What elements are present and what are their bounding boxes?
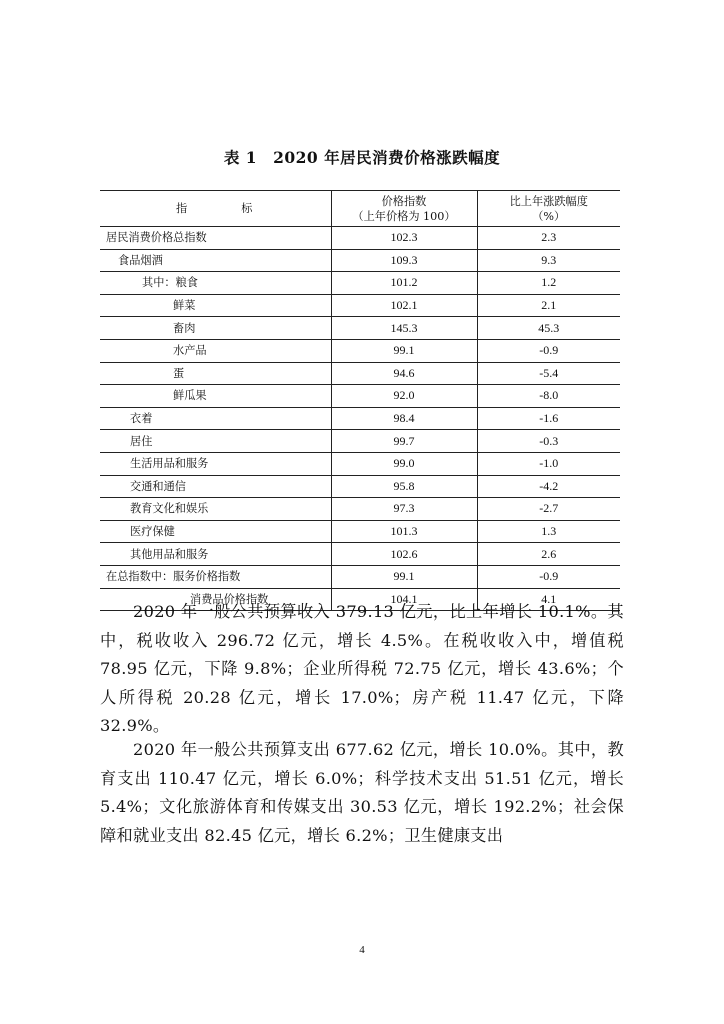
- row-change: -0.9: [477, 339, 620, 362]
- row-change: -8.0: [477, 385, 620, 408]
- row-change: -2.7: [477, 498, 620, 521]
- table-row: [100, 385, 620, 408]
- row-index: 99.0: [331, 452, 477, 475]
- row-change: 2.6: [477, 543, 620, 566]
- row-change: 1.3: [477, 520, 620, 543]
- row-index: 101.3: [331, 520, 477, 543]
- row-index: 102.1: [331, 294, 477, 317]
- table-title: 表 1 2020 年居民消费价格涨跌幅度: [223, 148, 501, 167]
- row-index: 145.3: [331, 317, 477, 340]
- row-label: 医疗保健: [100, 520, 331, 543]
- table-row: [100, 362, 620, 385]
- row-label: 居民消费价格总指数: [100, 227, 331, 250]
- header-change: [477, 191, 620, 227]
- row-label: 畜肉: [100, 317, 331, 340]
- row-change: -1.0: [477, 452, 620, 475]
- row-label: 食品烟酒: [100, 249, 331, 272]
- paragraph-expenditure-text: 2020 年一般公共预算支出 677.62 亿元，增长 10.0%。其中，教育支出 110.47 亿元，增长 6.0%；科学技术支出 51.51 亿元，增长 5.4%；文化旅游体育和传媒支出 30.53 亿元，增长 192.2%；社会保障和就业支出 82.45 亿元，增长 6.2%；卫生健康支出: [100, 740, 624, 845]
- row-index: 99.1: [331, 565, 477, 588]
- row-label: 交通和通信: [100, 475, 331, 498]
- row-change: -0.9: [477, 565, 620, 588]
- table-row: [100, 339, 620, 362]
- paragraph-revenue-text: 2020 年一般公共预算收入 379.13 亿元，比上年增长 10.1%。其中，税收收入 296.72 亿元，增长 4.5%。在税收收入中，增值税 78.95 亿元，下降 9.8%；企业所得税 72.75 亿元，增长 43.6%；个人所得税 20.28 亿元，增长 17.0%；房产税 11.47 亿元，下降 32.9%。: [100, 602, 624, 735]
- table-row: [100, 452, 620, 475]
- header-indicator-right: 标: [241, 202, 255, 215]
- row-label: 消费品价格指数: [100, 588, 331, 611]
- row-index: 102.3: [331, 227, 477, 250]
- header-change-label: 比上年涨跌幅度: [509, 194, 588, 208]
- table-row: [100, 475, 620, 498]
- table-row: [100, 498, 620, 521]
- header-indicator-left: 指: [176, 202, 190, 215]
- row-change: -5.4: [477, 362, 620, 385]
- paragraph-revenue: [100, 598, 624, 741]
- row-index: 104.1: [331, 588, 477, 611]
- table-row: [100, 543, 620, 566]
- row-index: 109.3: [331, 249, 477, 272]
- row-index: 92.0: [331, 385, 477, 408]
- row-index: 102.6: [331, 543, 477, 566]
- header-price-index-label: 价格指数: [381, 194, 427, 208]
- row-change: -1.6: [477, 407, 620, 430]
- table-row: [100, 407, 620, 430]
- header-indicator: [100, 191, 331, 227]
- page-number: 4: [359, 944, 365, 956]
- table-header-row: [100, 191, 620, 227]
- row-label: 在总指数中：服务价格指数: [100, 565, 331, 588]
- row-label: 水产品: [100, 339, 331, 362]
- table-row: [100, 294, 620, 317]
- row-index: 99.7: [331, 430, 477, 453]
- paragraph-expenditure: [100, 736, 624, 850]
- row-label: 教育文化和娱乐: [100, 498, 331, 521]
- row-label: 衣着: [100, 407, 331, 430]
- table-row: [100, 430, 620, 453]
- header-change-unit: （%）: [532, 209, 566, 223]
- table-row: [100, 227, 620, 250]
- header-price-index-note: （上年价格为 100）: [352, 209, 456, 223]
- row-change: 2.1: [477, 294, 620, 317]
- row-index: 99.1: [331, 339, 477, 362]
- table-row: [100, 249, 620, 272]
- row-change: 45.3: [477, 317, 620, 340]
- row-label: 鲜瓜果: [100, 385, 331, 408]
- row-change: 9.3: [477, 249, 620, 272]
- row-index: 94.6: [331, 362, 477, 385]
- row-change: 1.2: [477, 272, 620, 295]
- table-row: [100, 317, 620, 340]
- row-change: -4.2: [477, 475, 620, 498]
- header-price-index: [331, 191, 477, 227]
- row-change: 4.1: [477, 588, 620, 611]
- row-index: 101.2: [331, 272, 477, 295]
- row-label: 其他用品和服务: [100, 543, 331, 566]
- row-label: 生活用品和服务: [100, 452, 331, 475]
- row-change: 2.3: [477, 227, 620, 250]
- table-row: [100, 565, 620, 588]
- row-index: 98.4: [331, 407, 477, 430]
- row-label: 鲜菜: [100, 294, 331, 317]
- row-change: -0.3: [477, 430, 620, 453]
- table-row: [100, 520, 620, 543]
- row-label: 蛋: [100, 362, 331, 385]
- row-label: 居住: [100, 430, 331, 453]
- row-index: 95.8: [331, 475, 477, 498]
- row-label: 其中：粮食: [100, 272, 331, 295]
- row-index: 97.3: [331, 498, 477, 521]
- table-row: [100, 272, 620, 295]
- cpi-table: [100, 190, 620, 611]
